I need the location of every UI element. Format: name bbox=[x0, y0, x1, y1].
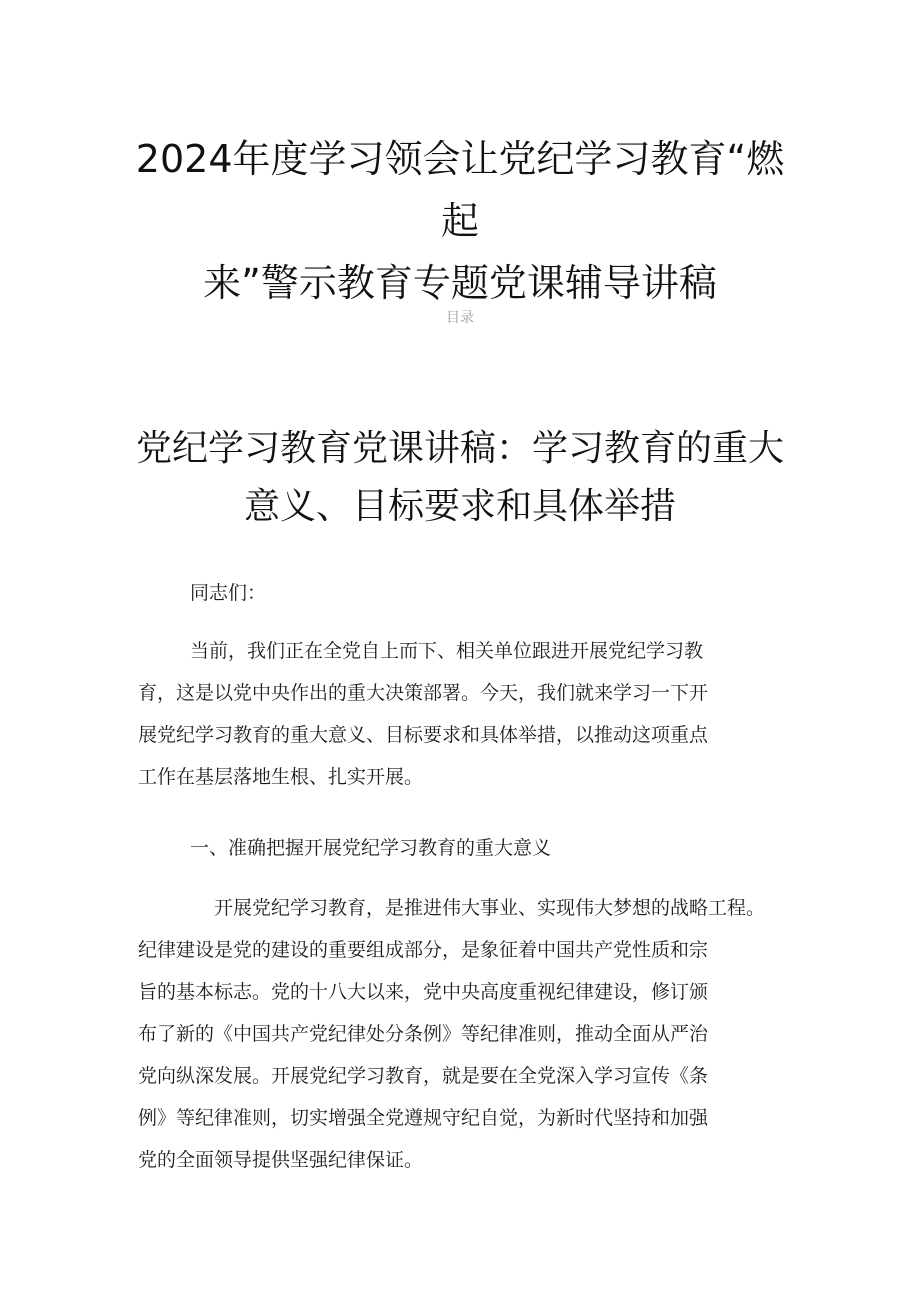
paragraph-line: 例》等纪律准则，切实增强全党遵规守纪自觉，为新时代坚持和加强 bbox=[138, 1107, 709, 1129]
paragraph-line: 布了新的《中国共产党纪律处分条例》等纪律准则，推动全面从严治 bbox=[138, 1023, 709, 1045]
paragraph-line: 工作在基层落地生根、扎实开展。 bbox=[138, 766, 424, 788]
paragraph-intro bbox=[138, 630, 788, 798]
section-title-line-1: 党纪学习教育党课讲稿：学习教育的重大 bbox=[135, 428, 784, 469]
section-title bbox=[120, 420, 800, 536]
document-title-line-2: 来”警示教育专题党课辅导讲稿 bbox=[203, 261, 717, 305]
paragraph-line: 党向纵深发展。开展党纪学习教育，就是要在全党深入学习宣传《条 bbox=[138, 1065, 709, 1087]
paragraph-line: 纪律建设是党的建设的重要组成部分，是象征着中国共产党性质和宗 bbox=[138, 939, 709, 961]
section-title-line-2: 意义、目标要求和具体举措 bbox=[243, 486, 676, 527]
paragraph-line: 党的全面领导提供坚强纪律保证。 bbox=[138, 1149, 424, 1171]
paragraph-line: 当前，我们正在全党自上而下、相关单位跟进开展党纪学习教 bbox=[190, 640, 704, 662]
document-title bbox=[130, 128, 790, 314]
paragraph-line: 开展党纪学习教育，是推进伟大事业、实现伟大梦想的战略工程。 bbox=[214, 897, 766, 919]
paragraph-line: 旨的基本标志。党的十八大以来，党中央高度重视纪律建设，修订颁 bbox=[138, 981, 709, 1003]
paragraph-significance bbox=[138, 887, 788, 1181]
paragraph-line: 展党纪学习教育的重大意义、目标要求和具体举措，以推动这项重点 bbox=[138, 724, 709, 746]
document-title-line-1: 2024年度学习领会让党纪学习教育“燃起 bbox=[135, 137, 785, 243]
greeting: 同志们： bbox=[190, 582, 267, 604]
toc-label: 目录 bbox=[446, 310, 474, 326]
paragraph-line: 育，这是以党中央作出的重大决策部署。今天，我们就来学习一下开 bbox=[138, 682, 709, 704]
section-heading-1: 一、准确把握开展党纪学习教育的重大意义 bbox=[190, 837, 552, 859]
